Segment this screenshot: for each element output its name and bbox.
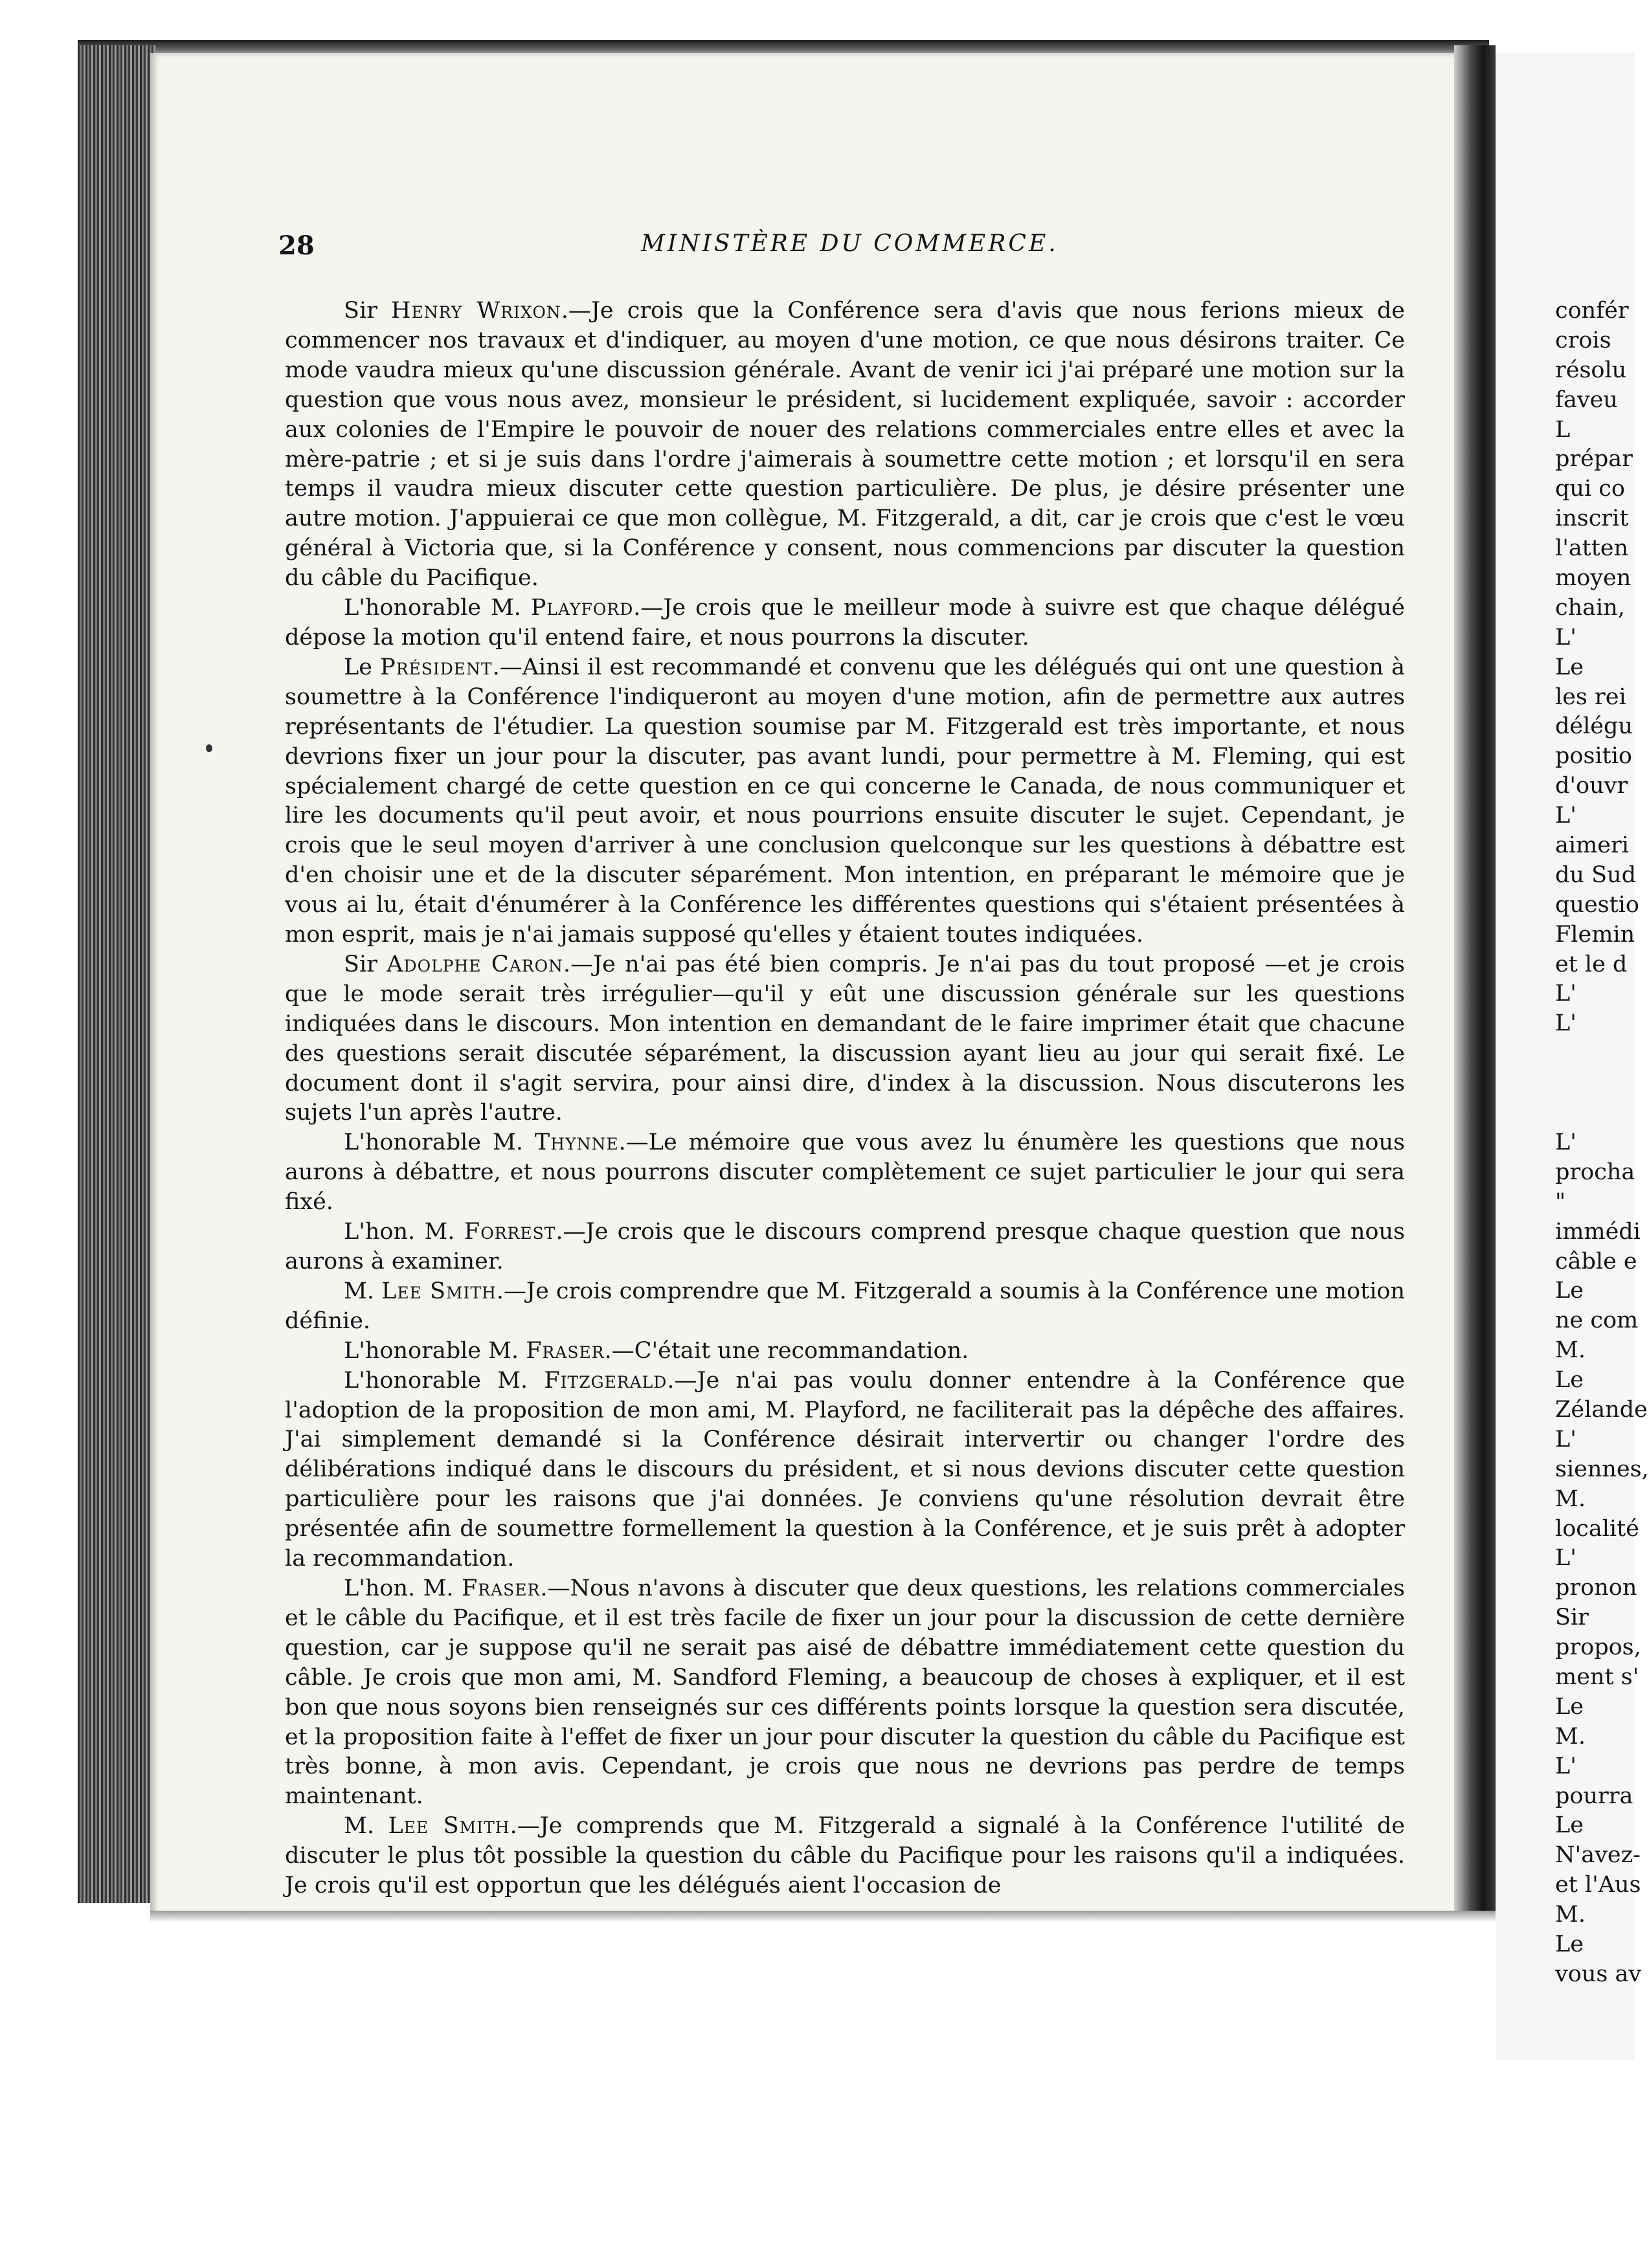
right-page-line: Sir (1555, 1605, 1589, 1631)
speaker-name: Forrest (464, 1219, 556, 1245)
right-page-line: inscrit (1555, 506, 1629, 532)
right-page-line: L (1555, 416, 1571, 443)
right-page-line: les rei (1555, 684, 1626, 710)
speaker-name: Thynne (534, 1129, 619, 1156)
speaker-name: Lee Smith (381, 1278, 497, 1304)
paragraph: L'honorable M. Fitzgerald.—Je n'ai pas voulu donner entendre à la Conférence que l'adoption de la proposition de mon ami, M. Playford, ne faciliterait pas la dépêche des affaires. J'ai simplement demandé si la Conférence désirait intervertir ou changer l'ordre des délibérations indiqué dans le discours du président, et si nous devions discuter cette question particulière pour les raisons que j'ai données. Je conviens qu'une résolution devrait être présentée afin de soumettre formellement la question à la Conférence, et je suis prêt à adopter la recommandation. (285, 1367, 1405, 1572)
scan-bottom-shadow (150, 1911, 1496, 1922)
speaker-name: Fraser (462, 1575, 541, 1601)
right-page-line: pronon (1555, 1575, 1637, 1601)
paragraph: L'hon. M. Fraser.—Nous n'avons à discuter que deux questions, les relations commerciales et le câble du Pacifique, et il est très facile de fixer un jour pour la discussion de cette dernière question, car je suppose qu'il ne serait pas aisé de débattre immédiatement cette question du câble. Je crois que mon ami, M. Sandford Fleming, a beaucoup de choses à expliquer, et il est bon que nous soyons bien renseignés sur ces différents points lorsque la question sera discutée, et la proposition faite à l'effet de fixer un jour pour discuter la question du câble du Pacifique est très bonne, à mon avis. Cependant, je crois que nous ne devrions pas perdre de temps maintenant. (285, 1575, 1406, 1810)
right-page-line: Le (1555, 1367, 1584, 1394)
right-page-line: L' (1555, 1010, 1576, 1037)
right-page-line: siennes, (1555, 1456, 1649, 1482)
speaker-name: Président (380, 654, 493, 680)
paragraph: M. Lee Smith.—Je crois comprendre que M. Fitzgerald a soumis à la Conférence une motion définie. (285, 1278, 1405, 1334)
right-page-line: Le (1555, 1278, 1584, 1304)
right-page-line: N'avez- (1555, 1842, 1641, 1869)
right-page-line: du Sud (1555, 862, 1636, 888)
right-page-line: M. (1555, 1723, 1586, 1750)
right-page-line: L' (1555, 981, 1576, 1007)
right-page-line (1555, 1069, 1634, 1098)
right-page-line: confér (1555, 298, 1629, 324)
right-page-line: M. (1555, 1337, 1586, 1364)
right-page-line: et l'Aus (1555, 1872, 1641, 1898)
right-page-line (1555, 1098, 1634, 1128)
paragraph: L'hon. M. Forrest.—Je crois que le discours comprend presque chaque question que nous aurons à examiner. (285, 1219, 1405, 1274)
right-page-line: prépar (1555, 446, 1633, 472)
right-page-line: moyen (1555, 565, 1632, 592)
right-page-line: positio (1555, 743, 1632, 770)
right-page-line: Le (1555, 1693, 1584, 1720)
paragraph: L'honorable M. Fraser.—C'était une recommandation. (344, 1337, 969, 1364)
right-page-line: questio (1555, 891, 1639, 918)
right-page-line: L' (1555, 1426, 1576, 1452)
right-page-line: immédi (1555, 1218, 1641, 1245)
right-page-line: L' (1555, 1753, 1576, 1779)
right-page-line: M. (1555, 1485, 1586, 1512)
speaker-name: Adolphe Caron (387, 951, 563, 977)
right-page-line: câble e (1555, 1248, 1637, 1274)
paragraph: Le Président.—Ainsi il est recommandé et convenu que les délégués qui ont une question à soumettre à la Conférence l'indiqueront au moyen d'une motion, afin de permettre aux autres représentants de l'étudier. La question soumise par M. Fitzgerald est très importante, et nous devrions fixer un jour pour la discuter, pas avant lundi, pour permettre à M. Fleming, qui est spécialement chargé de cette question en ce qui concerne le Canada, de nous communiquer et lire les documents qu'il peut avoir, et nous pourrions ensuite discuter le sujet. Cependant, je crois que le seul moyen d'arriver à une conclusion quelconque sur les questions à débattre est d'en choisir une et de la discuter séparément. Mon intention, en préparant le mémoire que je vous ai lu, était d'énumérer à la Conférence les différentes questions qui s'étaient présentées à mon esprit, mais je n'ai jamais supposé qu'elles y étaient toutes indiquées. (285, 654, 1405, 948)
right-page-line: propos, (1555, 1634, 1641, 1661)
right-page-line: crois (1555, 327, 1611, 353)
right-page-line: faveu (1555, 386, 1618, 413)
right-page-line: ment s' (1555, 1663, 1639, 1690)
right-page-line: M. (1555, 1902, 1586, 1928)
speaker-name: Fraser (526, 1337, 605, 1364)
right-page-line: aimeri (1555, 832, 1629, 859)
right-page-line (1555, 1039, 1634, 1069)
right-page-line: Le (1555, 654, 1584, 680)
speaker-name: Fitzgerald (544, 1367, 667, 1394)
running-title: MINISTÈRE DU COMMERCE. (641, 230, 1059, 257)
right-page-line: Flemin (1555, 921, 1635, 948)
right-page-line: l'atten (1555, 535, 1629, 562)
right-page-line: L' (1555, 1545, 1576, 1572)
right-page-line: et le d (1555, 951, 1628, 977)
speaker-name: Playford (530, 595, 634, 621)
right-page-line: procha (1555, 1159, 1635, 1185)
paragraph: L'honorable M. Thynne.—Le mémoire que vous avez lu énumère les questions que nous aurons à débattre, et nous pourrons discuter complètement ce sujet particulier le jour qui sera fixé. (285, 1129, 1405, 1216)
speaker-name: Henry Wrixon (391, 298, 561, 324)
right-page-line: localité (1555, 1515, 1639, 1542)
right-page-line: Le (1555, 1812, 1584, 1839)
right-page-line: qui co (1555, 476, 1625, 502)
paragraph: M. Lee Smith.—Je comprends que M. Fitzgerald a signalé à la Conférence l'utilité de discuter le plus tôt possible la question du câble du Pacifique pour les raisons qu'il a indiquées. Je crois qu'il est opportun que les délégués aient l'occasion de (285, 1813, 1406, 1899)
right-page-line: d'ouvr (1555, 773, 1628, 799)
right-page-line: délégu (1555, 713, 1633, 740)
book-gutter (1454, 45, 1496, 1916)
book-page-edges (78, 45, 155, 1903)
right-page-line: L' (1555, 624, 1576, 650)
page-number: 28 (278, 230, 315, 261)
right-page-line: " (1555, 1188, 1566, 1215)
right-page-line: ne com (1555, 1307, 1639, 1334)
right-page-line: chain, (1555, 594, 1625, 621)
paragraph: Sir Adolphe Caron.—Je n'ai pas été bien compris. Je n'ai pas du tout proposé —et je crois que le mode serait très irrégulier—qu'il y eût une discussion générale sur les questions indiquées dans le discours. Mon intention en demandant de le faire imprimer était que chacune des questions serait discutée séparément, la discussion ayant lieu au jour qui serait fixé. Le document dont il s'agit servira, pour ainsi dire, d'index à la discussion. Nous discuterons les sujets l'un après l'autre. (285, 951, 1405, 1126)
right-page-line: résolu (1555, 357, 1627, 383)
page-body-text (285, 296, 1405, 1901)
paragraph: L'honorable M. Playford.—Je crois que le meilleur mode à suivre est que chaque délégué dépose la motion qu'il entend faire, et nous pourrons la discuter. (285, 595, 1405, 650)
running-head (278, 230, 1418, 269)
right-page-line: Le (1555, 1931, 1584, 1957)
right-page-line: pourra (1555, 1783, 1633, 1809)
right-page-line: L' (1555, 803, 1576, 829)
right-page-line: vous av (1555, 1961, 1642, 1987)
right-page-line: L' (1555, 1129, 1576, 1155)
right-page-text-fragments (1555, 296, 1649, 1990)
speaker-name: Lee Smith (388, 1813, 510, 1840)
paragraph: Sir Henry Wrixon.—Je crois que la Conférence sera d'avis que nous ferions mieux de commencer nos travaux et d'indiquer, au moyen d'une motion, ce que nous désirons traiter. Ce mode vaudra mieux qu'une discussion générale. Avant de venir ici j'ai préparé une motion sur la question que vous nous avez, monsieur le président, si lucidement expliquée, savoir : accorder aux colonies de l'Empire le pouvoir de nouer des relations commerciales entre elles et avec la mère-patrie ; et si je suis dans l'ordre j'aimerais à soumettre cette motion ; et lorsqu'il en sera temps il vaudra mieux discuter cette question particulière. De plus, je désire présenter une autre motion. J'appuierai ce que mon collègue, M. Fitzgerald, a dit, car je crois que c'est le vœu général à Victoria que, si la Conférence y consent, nous commencions par discuter la question du câble du Pacifique. (285, 298, 1405, 592)
right-page-line: Zélande (1555, 1396, 1648, 1423)
scan-speck (206, 744, 212, 752)
